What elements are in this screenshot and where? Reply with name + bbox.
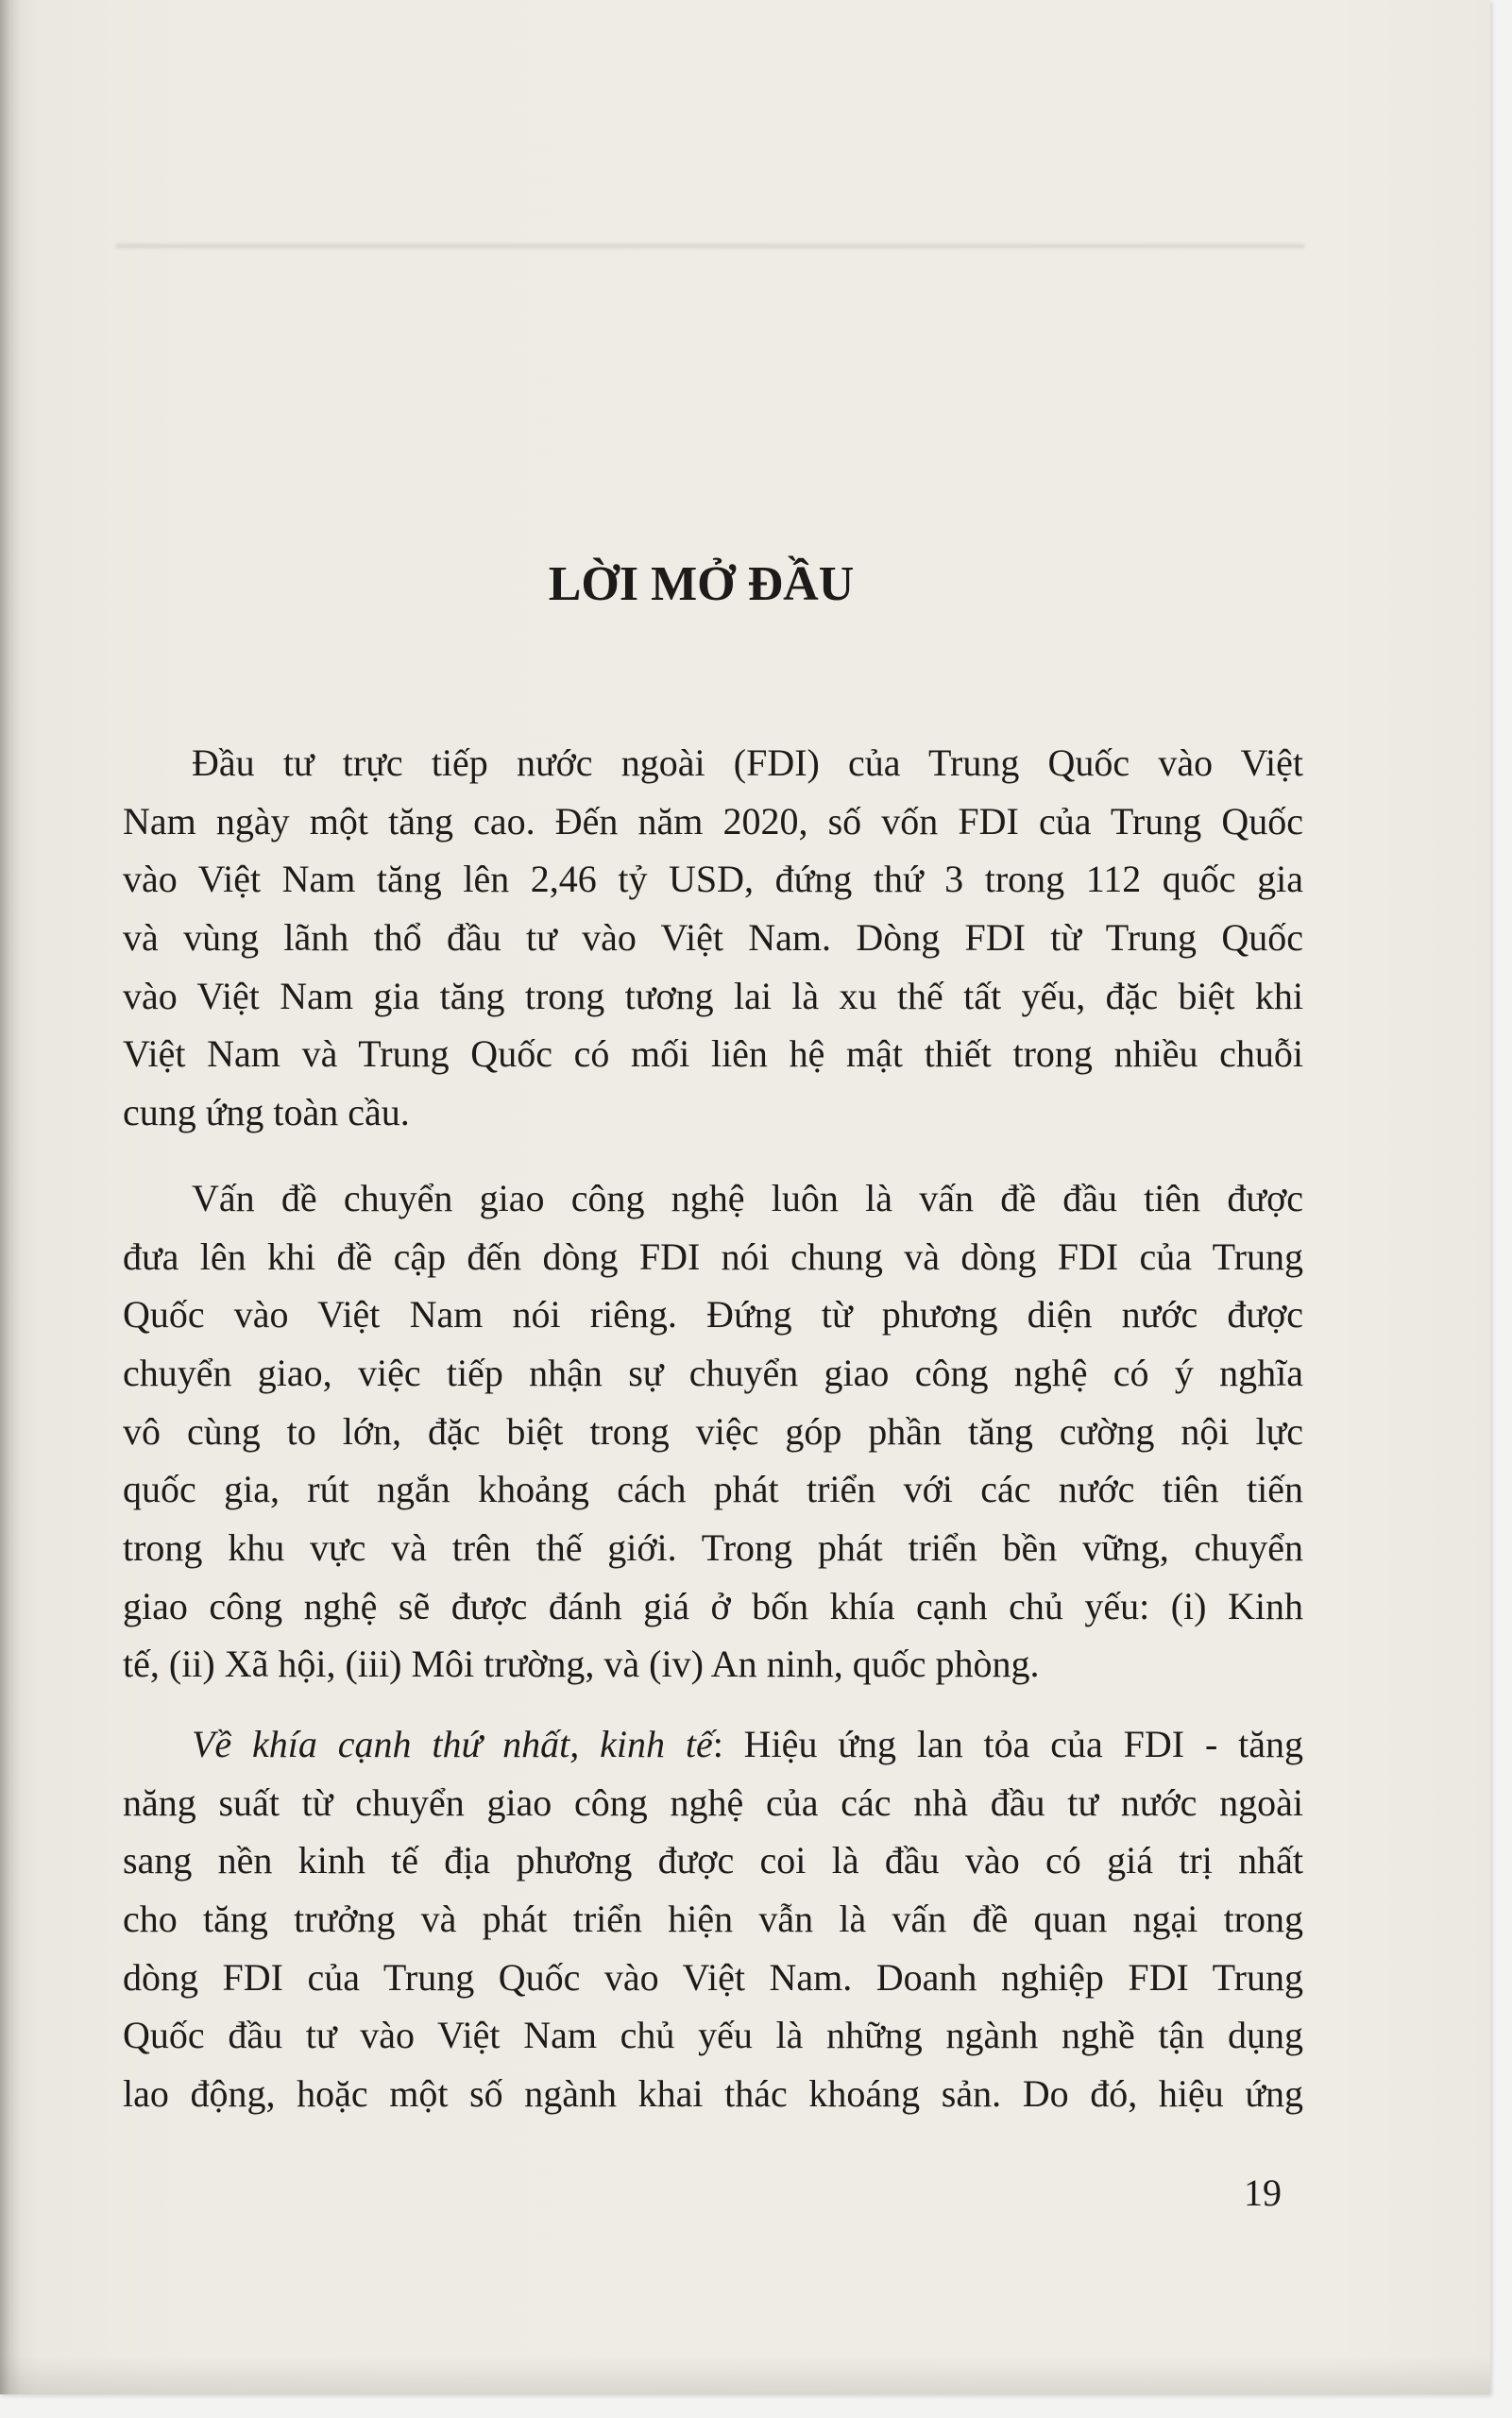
text-line: Đầu tư trực tiếp nước ngoài (FDI) của Trung Quốc vào Việt	[192, 741, 1303, 784]
text-line: trong khu vực và trên thế giới. Trong phát triển bền vững, chuyển	[123, 1525, 1303, 1569]
text-line: vào Việt Nam gia tăng trong tương lai là xu thế tất yếu, đặc biệt khi	[123, 974, 1303, 1017]
text-line: đưa lên khi đề cập đến dòng FDI nói chung và dòng FDI của Trung	[123, 1235, 1303, 1278]
text-line: năng suất từ chuyển giao công nghệ của các nhà đầu tư nước ngoài	[123, 1780, 1303, 1824]
page-number: 19	[1244, 2171, 1282, 2214]
text-line: vào Việt Nam tăng lên 2,46 tỷ USD, đứng thứ 3 trong 112 quốc gia	[123, 858, 1303, 901]
text-line: Quốc đầu tư vào Việt Nam chủ yếu là những ngành nghề tận dụng	[123, 2014, 1303, 2057]
paragraph-3	[123, 1715, 1303, 2123]
show-through-header-rule	[115, 244, 1305, 248]
text-line: dòng FDI của Trung Quốc vào Việt Nam. Doanh nghiệp FDI Trung	[123, 1955, 1303, 1999]
text-line: Nam ngày một tăng cao. Đến năm 2020, số vốn FDI của Trung Quốc	[123, 799, 1303, 843]
text-line: Việt Nam và Trung Quốc có mối liên hệ mật thiết trong nhiều chuỗi	[123, 1032, 1303, 1076]
text-line: Vấn đề chuyển giao công nghệ luôn là vấn đề đầu tiên được	[192, 1176, 1303, 1219]
text-line: cung ứng toàn cầu.	[123, 1091, 410, 1134]
text-line: tế, (ii) Xã hội, (iii) Môi trường, và (iv) An ninh, quốc phòng.	[123, 1643, 1040, 1686]
text-line: và vùng lãnh thổ đầu tư vào Việt Nam. Dòng FDI từ Trung Quốc	[123, 916, 1303, 960]
body-text	[123, 734, 1303, 2123]
text-line: giao công nghệ sẽ được đánh giá ở bốn khía cạnh chủ yếu: (i) Kinh	[123, 1584, 1303, 1627]
chapter-title: LỜI MỞ ĐẦU	[548, 557, 855, 611]
text-line: Quốc vào Việt Nam nói riêng. Đứng từ phương diện nước được	[123, 1293, 1303, 1337]
text-line: quốc gia, rút ngắn khoảng cách phát triển với các nước tiên tiến	[123, 1468, 1303, 1511]
text-line: sang nền kinh tế địa phương được coi là đầu vào có giá trị nhất	[123, 1839, 1303, 1882]
text-line: vô cùng to lớn, đặc biệt trong việc góp phần tăng cường nội lực	[123, 1409, 1303, 1453]
italic-lead: Về khía cạnh thứ nhất, kinh tế	[192, 1723, 713, 1765]
text-line: cho tăng trưởng và phát triển hiện vẫn là vấn đề quan ngại trong	[123, 1898, 1303, 1941]
text-line	[123, 1715, 1303, 1774]
paragraph-2	[123, 1169, 1303, 1694]
text-line: chuyển giao, việc tiếp nhận sự chuyển giao công nghệ có ý nghĩa	[123, 1351, 1303, 1394]
paragraph-1	[123, 734, 1303, 1142]
text-line: lao động, hoặc một số ngành khai thác khoáng sản. Do đó, hiệu ứng	[123, 2072, 1303, 2116]
first-line-rest: : Hiệu ứng lan tỏa của FDI - tăng	[712, 1723, 1303, 1765]
